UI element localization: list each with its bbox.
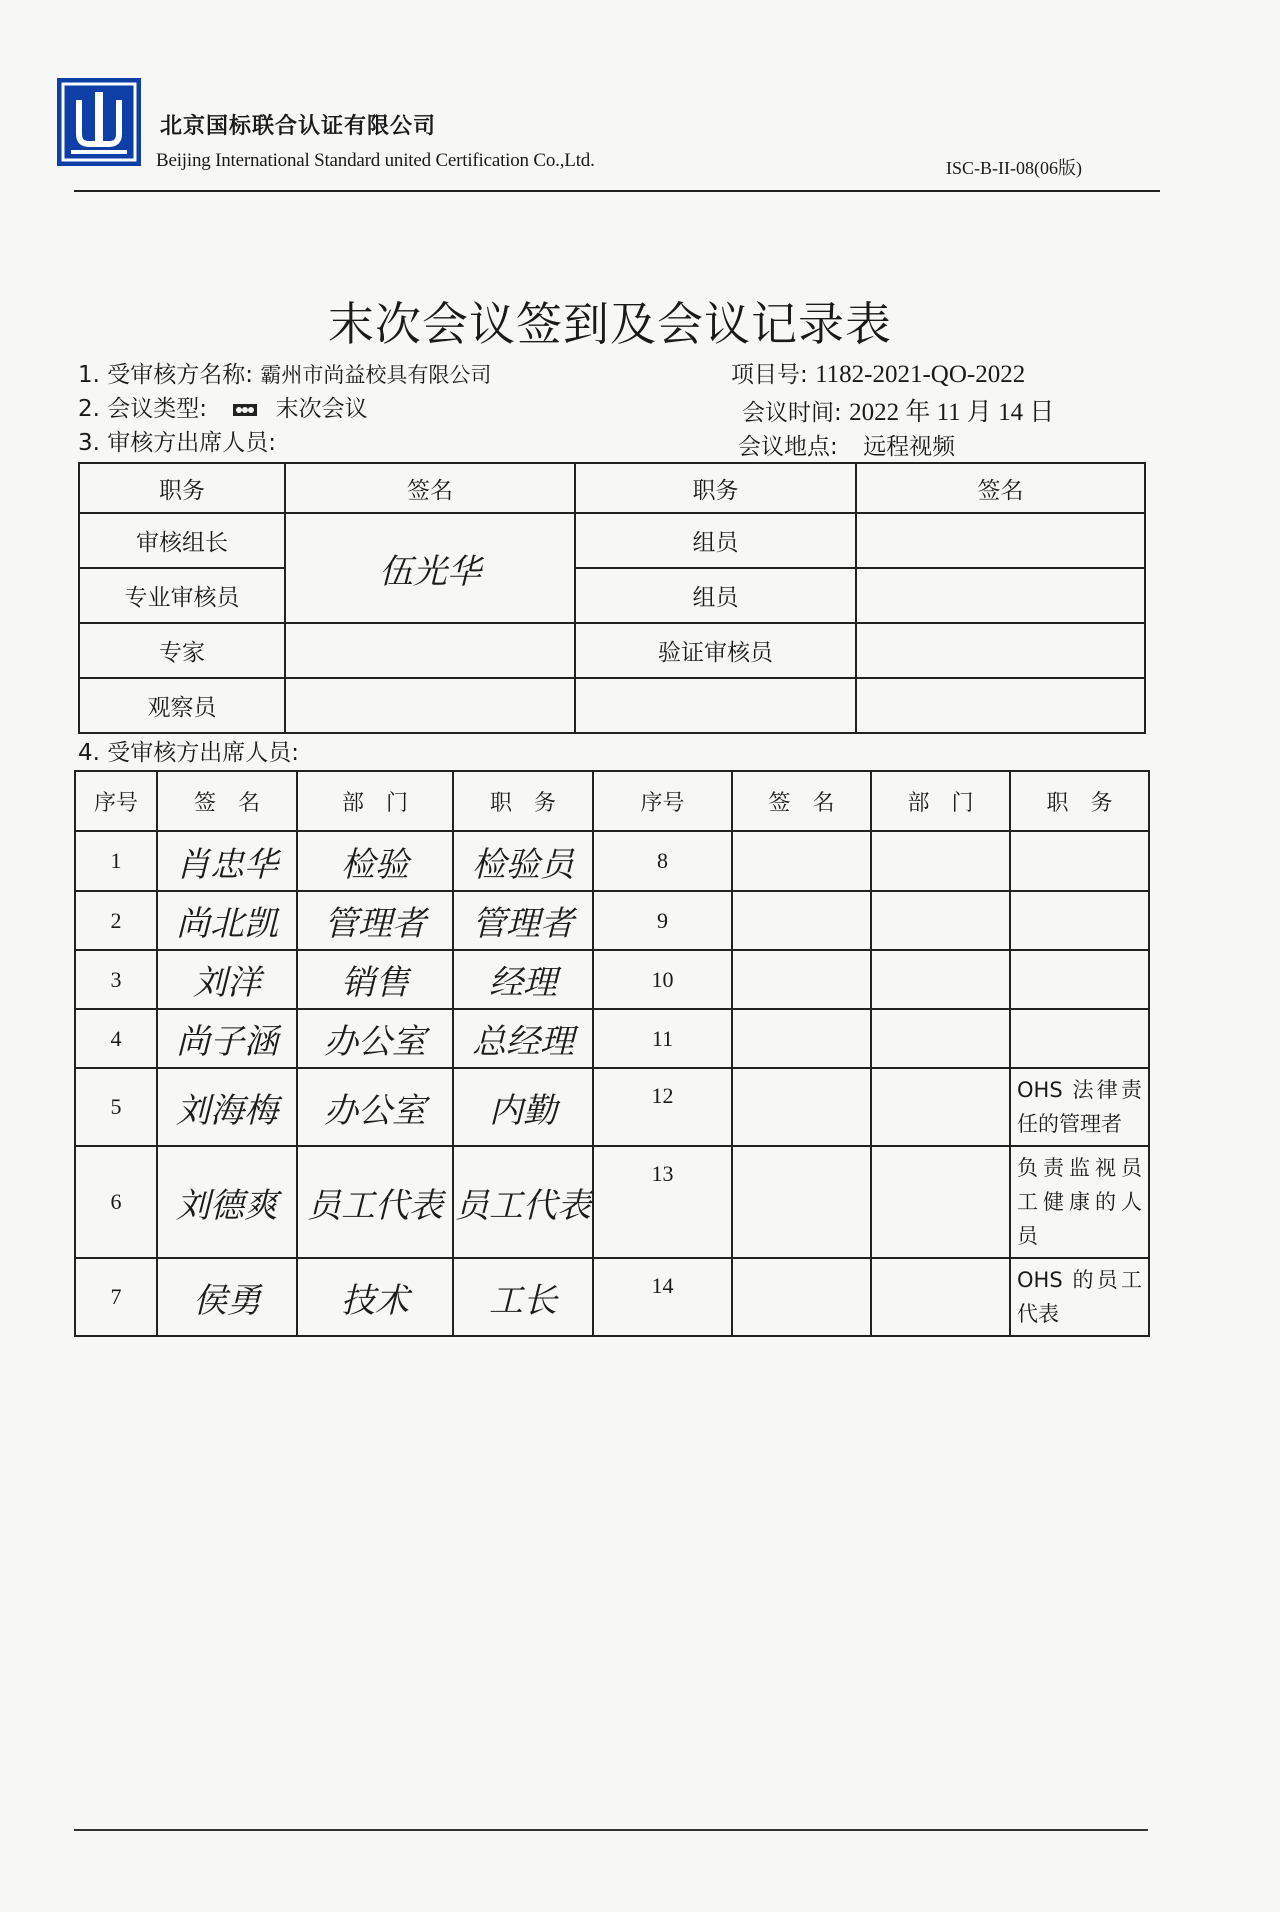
auditee-name-label: 1. 受审核方名称: (78, 362, 254, 388)
meeting-place-line (738, 428, 955, 461)
document-title: 末次会议签到及会议记录表 (328, 297, 892, 351)
signature-cell: 刘德爽 (157, 1146, 297, 1258)
project-number-value: 1182-2021-QO-2022 (815, 361, 1026, 388)
header-cell: 职务 (575, 463, 856, 513)
position-cell (1010, 1009, 1149, 1068)
project-number-line (731, 356, 1025, 389)
department-cell: 管理者 (297, 891, 453, 950)
header-cell: 部 门 (871, 771, 1010, 831)
checked-box-icon (232, 403, 258, 417)
signature-cell (285, 623, 575, 678)
header-cell: 签名 (285, 463, 575, 513)
signature-cell: 尚子涵 (157, 1009, 297, 1068)
role-cell: 观察员 (79, 678, 285, 733)
meeting-time-label: 会议时间: (742, 400, 842, 426)
signature-cell: 刘海梅 (157, 1068, 297, 1146)
logo-emblem-icon (57, 78, 141, 166)
department-cell: 技术 (297, 1258, 453, 1336)
table-row (75, 1009, 1149, 1068)
header-cell: 职 务 (1010, 771, 1149, 831)
table-header-row (79, 463, 1145, 513)
signature-cell (732, 1009, 871, 1068)
header-cell: 签名 (856, 463, 1145, 513)
table-header-row (75, 771, 1149, 831)
position-cell: 检验员 (453, 831, 593, 891)
table-row (75, 831, 1149, 891)
signature-cell (856, 568, 1145, 623)
header-cell: 职 务 (453, 771, 593, 831)
header-cell: 签 名 (732, 771, 871, 831)
position-cell: 员工代表 (453, 1146, 593, 1258)
department-cell (871, 891, 1010, 950)
department-cell (871, 1258, 1010, 1336)
footer-divider (74, 1829, 1148, 1831)
signature-cell: 伍光华 (285, 513, 575, 623)
table-row (75, 891, 1149, 950)
number-cell: 6 (75, 1146, 157, 1258)
position-cell: OHS 的员工代表 (1010, 1258, 1149, 1336)
number-cell: 8 (593, 831, 732, 891)
project-number-label: 项目号: (731, 362, 808, 388)
auditee-name-line (78, 356, 491, 389)
position-cell (1010, 831, 1149, 891)
signature-cell (732, 1146, 871, 1258)
meeting-type-line (78, 390, 368, 423)
table-row (75, 950, 1149, 1009)
position-cell: 内勤 (453, 1068, 593, 1146)
meeting-place-value: 远程视频 (863, 434, 956, 460)
table-row (79, 678, 1145, 733)
position-cell: 经理 (453, 950, 593, 1009)
signature-cell (285, 678, 575, 733)
department-cell: 办公室 (297, 1068, 453, 1146)
meeting-place-label: 会议地点: (738, 434, 838, 460)
role-cell (575, 678, 856, 733)
department-cell (871, 950, 1010, 1009)
signature-cell (856, 513, 1145, 568)
meeting-type-value: 末次会议 (275, 396, 368, 422)
number-cell: 11 (593, 1009, 732, 1068)
header-cell: 部 门 (297, 771, 453, 831)
department-cell (871, 1009, 1010, 1068)
table-row (79, 623, 1145, 678)
department-cell (871, 831, 1010, 891)
company-name-cn: 北京国标联合认证有限公司 (160, 114, 437, 139)
auditee-attendees-heading: 4. 受审核方出席人员: (78, 740, 300, 766)
signature-cell (856, 623, 1145, 678)
header-cell: 序号 (593, 771, 732, 831)
signature-cell (856, 678, 1145, 733)
position-cell: 负责监视员工健康的人员 (1010, 1146, 1149, 1258)
signature-cell (732, 891, 871, 950)
meeting-type-label: 2. 会议类型: (78, 396, 208, 422)
number-cell: 2 (75, 891, 157, 950)
meeting-time-line (742, 392, 1054, 428)
number-cell: 7 (75, 1258, 157, 1336)
header-cell: 职务 (79, 463, 285, 513)
table-row (75, 1146, 1149, 1258)
meeting-time-value: 2022 年 11 月 14 日 (849, 399, 1055, 426)
number-cell: 1 (75, 831, 157, 891)
signature-cell (732, 1068, 871, 1146)
number-cell: 5 (75, 1068, 157, 1146)
company-name-en: Beijing International Standard united Certification Co.,Ltd. (156, 150, 595, 171)
department-cell: 员工代表 (297, 1146, 453, 1258)
signature-cell (732, 950, 871, 1009)
role-cell: 专家 (79, 623, 285, 678)
table-row (79, 568, 1145, 623)
position-cell: 管理者 (453, 891, 593, 950)
signature-cell: 尚北凯 (157, 891, 297, 950)
number-cell: 14 (593, 1258, 732, 1336)
role-cell: 专业审核员 (79, 568, 285, 623)
position-cell (1010, 950, 1149, 1009)
form-code: ISC-B-II-08(06版) (946, 158, 1082, 178)
role-cell: 审核组长 (79, 513, 285, 568)
signature-cell: 侯勇 (157, 1258, 297, 1336)
auditee-attendance-table (74, 770, 1150, 1337)
role-cell: 验证审核员 (575, 623, 856, 678)
department-cell: 销售 (297, 950, 453, 1009)
table-row (79, 513, 1145, 568)
position-cell: OHS 法律责任的管理者 (1010, 1068, 1149, 1146)
role-cell: 组员 (575, 513, 856, 568)
position-cell (1010, 891, 1149, 950)
number-cell: 13 (593, 1146, 732, 1258)
number-cell: 3 (75, 950, 157, 1009)
number-cell: 12 (593, 1068, 732, 1146)
header-divider (74, 190, 1160, 192)
signature-cell: 刘洋 (157, 950, 297, 1009)
role-cell: 组员 (575, 568, 856, 623)
department-cell: 办公室 (297, 1009, 453, 1068)
number-cell: 4 (75, 1009, 157, 1068)
signature-cell: 肖忠华 (157, 831, 297, 891)
header-cell: 签 名 (157, 771, 297, 831)
auditor-attendance-table (78, 462, 1146, 734)
signature-cell (732, 831, 871, 891)
department-cell (871, 1068, 1010, 1146)
signature-cell (732, 1258, 871, 1336)
number-cell: 10 (593, 950, 732, 1009)
department-cell (871, 1146, 1010, 1258)
header-cell: 序号 (75, 771, 157, 831)
table-row (75, 1068, 1149, 1146)
auditor-attendees-heading: 3. 审核方出席人员: (78, 430, 277, 456)
position-cell: 总经理 (453, 1009, 593, 1068)
table-row (75, 1258, 1149, 1336)
position-cell: 工长 (453, 1258, 593, 1336)
number-cell: 9 (593, 891, 732, 950)
company-logo (57, 78, 141, 166)
auditee-name-value: 霸州市尚益校具有限公司 (260, 363, 492, 387)
department-cell: 检验 (297, 831, 453, 891)
